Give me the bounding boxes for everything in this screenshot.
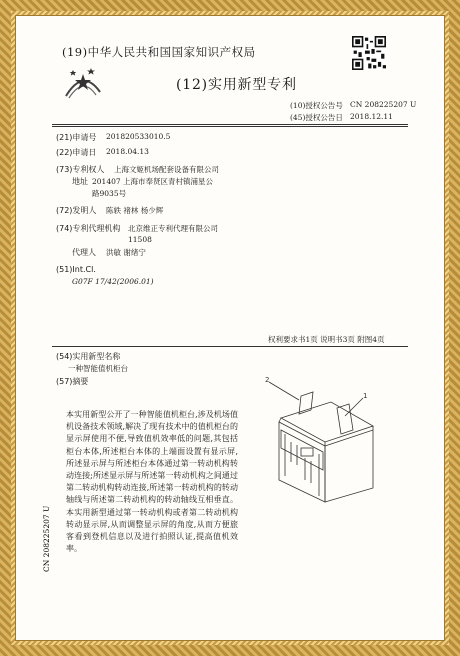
- abstract-text: 本实用新型公开了一种智能值机柜台,涉及机场值机设备技术领域,解决了现有技术中的值机柜台的显示屏使用不便,导致值机效率低的问题,其包括柜台本体,所述柜台本体的上端面设置有显示屏,所述显示屏与所述柜台本体通过第一转动机构转动连接;所述显示屏与所述第一转动机构之间通过第二转动机构转动连接,所述第一转动机构的转动轴线与所述第二转动机构的转动轴线互相垂直。本实用新型通过第一转动机构或者第二转动机构转动显示屏,从而调整显示屏的角度,从而方便旅客看到登机信息以及进行拍照认证,提高值机效率。: [66, 410, 238, 554]
- patent-page: [15, 15, 445, 641]
- agency-label: (74)专利代理机构: [56, 224, 121, 233]
- pub-number-label: (10)授权公告号: [290, 101, 343, 110]
- owner-label: (73)专利权人: [56, 165, 105, 174]
- app-number: 201820533010.5: [106, 132, 171, 141]
- section-divider: [52, 346, 408, 347]
- agency-line-1: 北京维正专利代理有限公司: [128, 224, 218, 233]
- agent-label: 代理人: [72, 248, 96, 257]
- document-type: (12)实用新型专利: [176, 77, 297, 93]
- qr-code-icon: [352, 36, 386, 70]
- inventor-label: (72)发明人: [56, 206, 97, 215]
- header-divider: [52, 124, 408, 127]
- owner: 上海文姬机场配套设备有限公司: [114, 165, 219, 174]
- certificate-border-inner: [11, 11, 449, 645]
- address-line-2: 路9035号: [92, 189, 127, 198]
- drawing-label-1: 1: [363, 392, 368, 400]
- address-line-1: 201407 上海市奉贤区青村镇浦星公: [92, 177, 214, 186]
- address-label: 地址: [72, 177, 88, 186]
- title-label: (54)实用新型名称: [56, 352, 121, 361]
- pub-date-label: (45)授权公告日: [290, 113, 343, 122]
- pub-date: 2018.12.11: [350, 112, 393, 121]
- side-publication-number: CN 208225207 U: [42, 505, 51, 572]
- utility-model-title: 一种智能值机柜台: [68, 364, 128, 373]
- abstract-label: (57)摘要: [56, 377, 89, 386]
- app-date: 2018.04.13: [106, 147, 149, 156]
- agents: 洪敏 谢绪宁: [106, 248, 146, 257]
- page-summary: 权利要求书1页 说明书3页 附图4页: [268, 335, 385, 344]
- app-number-label: (21)申请号: [56, 133, 97, 142]
- drawing-label-2: 2: [265, 376, 270, 384]
- agency-line-2: 11508: [128, 235, 152, 244]
- office-name: (19)中华人民共和国国家知识产权局: [62, 45, 256, 59]
- counter-drawing: [241, 370, 386, 510]
- app-date-label: (22)申请日: [56, 148, 97, 157]
- int-cl-label: (51)Int.Cl.: [56, 265, 96, 274]
- national-emblem-icon: [60, 62, 106, 108]
- inventors: 陈轶 褚林 杨少辉: [106, 206, 164, 215]
- pub-number: CN 208225207 U: [350, 100, 417, 109]
- int-cl: G07F 17/42(2006.01): [72, 277, 154, 286]
